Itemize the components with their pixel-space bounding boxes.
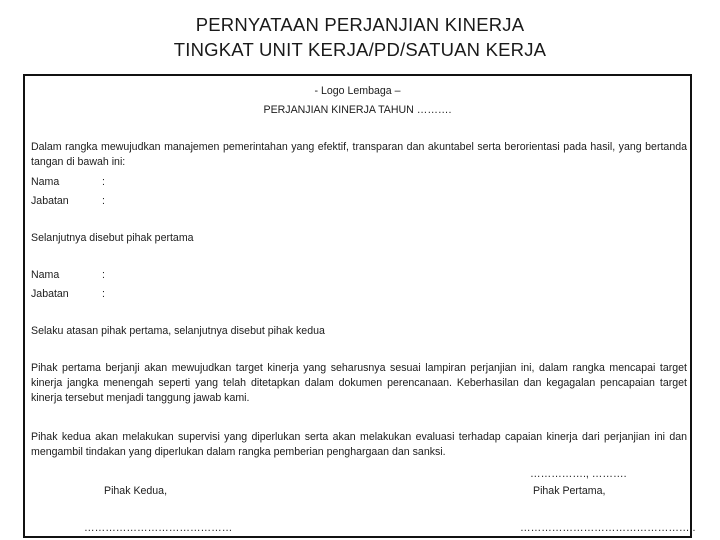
signer-left-label: Pihak Kedua, [104, 485, 168, 497]
place-date-line: ……………., ………. [530, 468, 627, 480]
party1-name-colon: : [102, 176, 105, 188]
signature-line-right: ………………………………………….. [520, 522, 696, 534]
signature-line-left: …………………………………… [84, 522, 233, 534]
page-title-line-2: TINGKAT UNIT KERJA/PD/SATUAN KERJA [173, 39, 547, 60]
page-title-line-1: PERNYATAAN PERJANJIAN KINERJA [195, 14, 525, 35]
party1-note: Selanjutnya disebut pihak pertama [31, 232, 194, 244]
party2-note: Selaku atasan pihak pertama, selanjutnya disebut pihak kedua [31, 325, 325, 337]
party1-position-colon: : [102, 195, 105, 207]
party1-name-label: Nama [31, 176, 60, 188]
logo-placeholder-text: - Logo Lembaga – [314, 85, 401, 97]
signer-right-label: Pihak Pertama, [533, 485, 606, 497]
party1-position-label: Jabatan [31, 195, 69, 207]
party2-name-colon: : [102, 269, 105, 281]
intro-paragraph: Dalam rangka mewujudkan manajemen pemerintahan yang efektif, transparan dan akuntabel serta berorientasi pada hasil, yang bertanda tangan di bawah ini: [31, 141, 687, 168]
document-heading: PERJANJIAN KINERJA TAHUN ………. [263, 104, 452, 116]
party2-position-label: Jabatan [31, 288, 69, 300]
supervision-paragraph: Pihak kedua akan melakukan supervisi yang diperlukan serta akan melakukan evaluasi terhadap capaian kinerja dari perjanjian ini dan mengambil tindakan yang diperlukan dalam rangka pemberian penghargaan dan sanksi. [31, 431, 687, 458]
commitment-paragraph: Pihak pertama berjanji akan mewujudkan target kinerja yang seharusnya sesuai lampiran perjanjian ini, dalam rangka mencapai target kinerja jangka menengah seperti yang telah ditetapkan dalam dokumen perencanaan. Keberhasilan dan kegagalan pencapaian target kinerja tersebut menjadi tanggung jawab kami. [31, 362, 687, 404]
document-frame-bottom [23, 536, 692, 538]
party2-name-label: Nama [31, 269, 60, 281]
party2-position-colon: : [102, 288, 105, 300]
